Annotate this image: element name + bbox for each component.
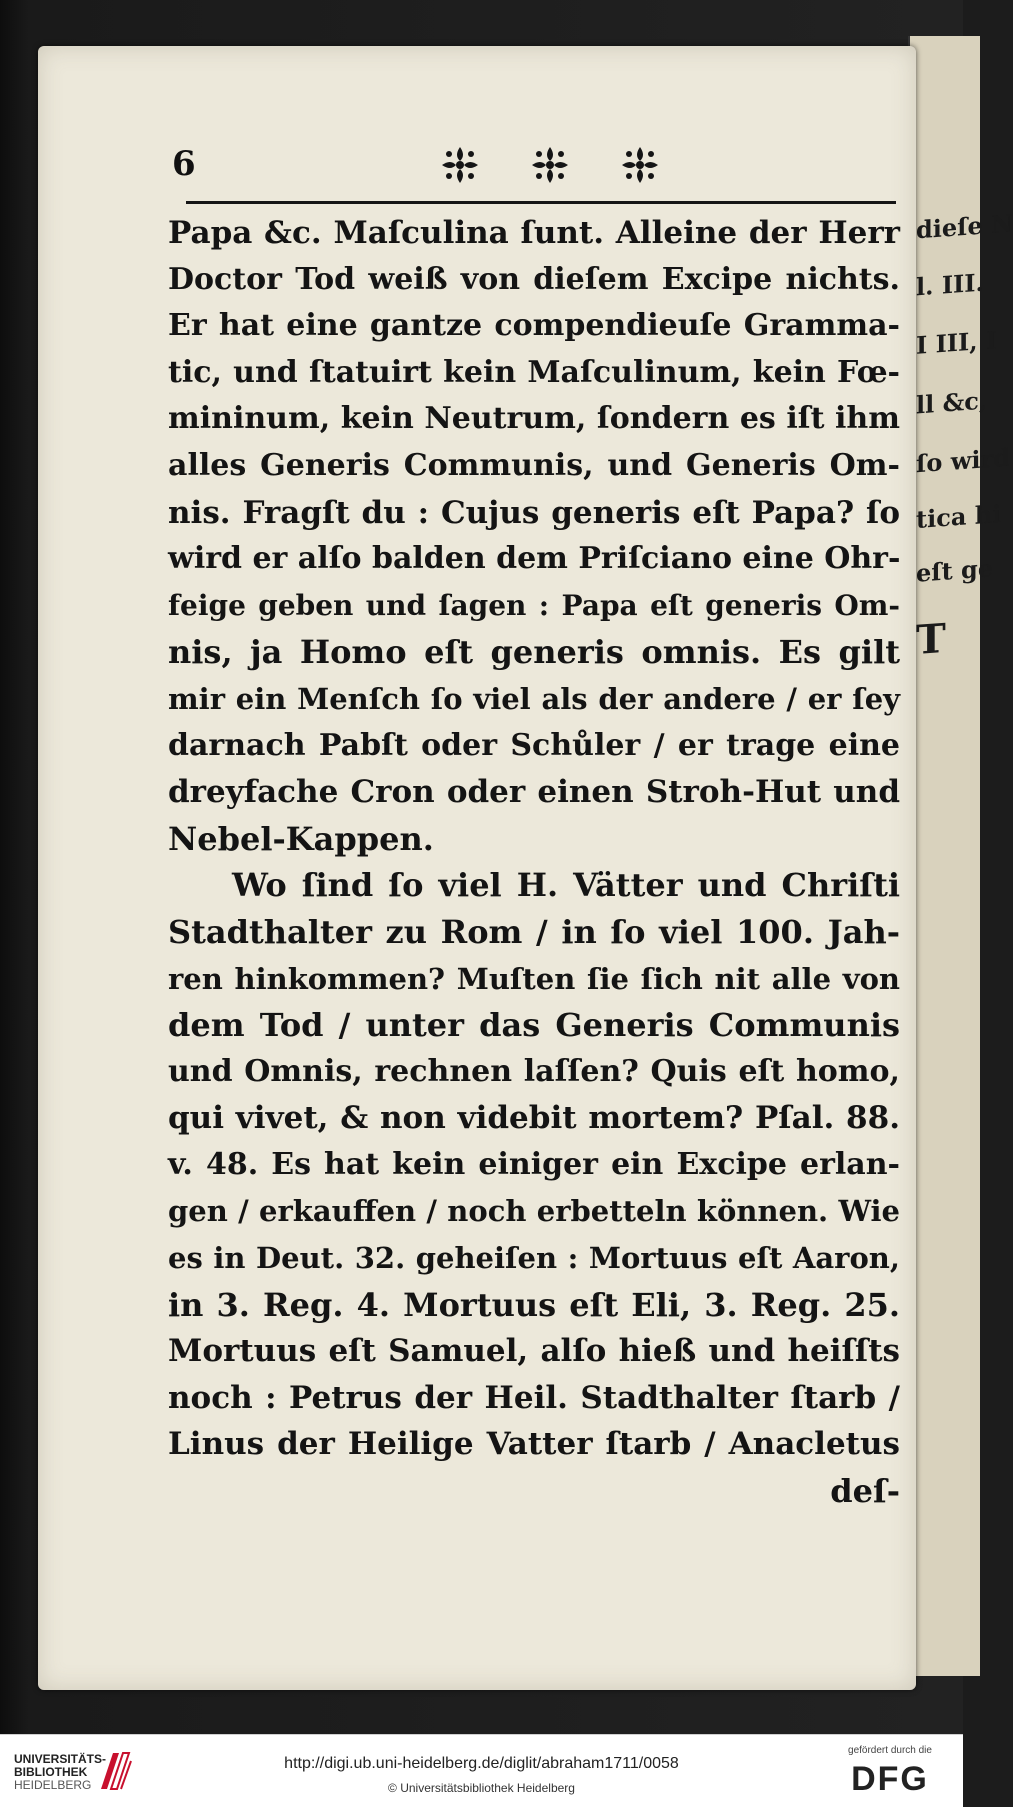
copyright-notice: © Universitätsbibliothek Heidelberg	[388, 1781, 575, 1795]
text-line: Wo ſind ſo viel H. Vätter und Chriſti	[232, 866, 900, 905]
text-line: feige geben und ſagen : Papa eſt generis Om-	[168, 588, 900, 622]
fleuron-icon	[440, 145, 480, 185]
text-line: wird er alſo balden dem Priſciano eine Ohr-	[168, 541, 901, 577]
text-line: v. 48. Es hat kein einiger ein Excipe erlan-	[168, 1146, 900, 1182]
text-line: Nebel-Kappen.	[168, 819, 434, 858]
text-line: Stadthalter zu Rom / in ſo viel 100. Jah-	[168, 912, 900, 951]
facing-page-fragment: tica hi	[916, 499, 1002, 534]
text-line: nis, ja Homo eſt generis omnis. Es gilt	[168, 633, 900, 672]
facing-page-fragment: dieſe N	[916, 208, 1013, 245]
text-line: Er hat eine gantze compendieuſe Gramma-	[168, 308, 900, 344]
text-line: es in Deut. 32. geheiſen : Mortuus eſt Aaron,	[168, 1241, 900, 1276]
text-line: tic, und ſtatuirt kein Maſculinum, kein Fœ-	[168, 354, 900, 390]
text-line: nis. Fragſt du : Cujus generis eſt Papa? ſo	[168, 494, 900, 531]
page-number: 6	[172, 144, 196, 184]
facing-page-fragment: ſo wird	[916, 442, 1010, 479]
page-text	[168, 210, 900, 1515]
text-line: alles Generis Communis, und Generis Om-	[168, 447, 900, 483]
university-name-line: UNIVERSITÄTS-	[14, 1752, 107, 1766]
text-line: Doctor Tod weiß von dieſem Excipe nichts.	[168, 261, 900, 297]
facing-page-fragment: l. III.	[916, 267, 984, 302]
text-line: mininum, kein Neutrum, ſondern es iſt ihm	[168, 401, 900, 437]
facing-page-fragment: I III, I	[916, 325, 998, 360]
text-line: gen / erkauffen / noch erbetteln können. Wie	[168, 1194, 900, 1229]
facing-page-fragment: T	[916, 614, 946, 665]
funded-by-label: gefördert durch die	[848, 1745, 932, 1756]
text-line: mir ein Menſch ſo viel als der andere / er ſey	[168, 681, 900, 716]
text-line: dreyfache Cron oder einen Stroh-Hut und	[168, 774, 900, 811]
page-header	[172, 140, 902, 200]
facing-page-edge	[908, 36, 1013, 1676]
header-rule	[186, 201, 896, 204]
facing-page-fragment: eſt ge	[916, 553, 994, 588]
text-line: Papa &c. Maſculina ſunt. Alleine der Herr	[168, 215, 900, 251]
text-line: qui vivet, & non videbit mortem? Pſal. 88.	[168, 1100, 900, 1137]
text-line: Mortuus eſt Samuel, alſo hieß und heiſſts	[168, 1333, 900, 1370]
university-name-line: HEIDELBERG	[14, 1778, 92, 1792]
dfg-logo[interactable]: DFG	[851, 1760, 929, 1798]
text-line: dem Tod / unter das Generis Communis	[168, 1006, 900, 1045]
permalink-url[interactable]: http://digi.ub.uni-heidelberg.de/diglit/abraham1711/0058	[284, 1755, 679, 1772]
text-line: und Omnis, rechnen laſſen? Quis eſt homo,	[168, 1053, 900, 1089]
text-line: in 3. Reg. 4. Mortuus eſt Eli, 3. Reg. 25.	[168, 1285, 900, 1324]
text-line: ren hinkommen? Muſten ſie ſich nit alle von	[168, 961, 900, 996]
fleuron-icon	[620, 145, 660, 185]
fleuron-icon	[530, 145, 570, 185]
ornament-row	[440, 140, 660, 190]
facing-page-fragment: ll &c,	[916, 385, 988, 420]
university-name-line: BIBLIOTHEK	[14, 1765, 88, 1779]
catchword: deſ-	[830, 1472, 900, 1511]
viewer-footer	[0, 1734, 963, 1807]
text-line: darnach Pabſt oder Schůler / er trage eine	[168, 727, 900, 763]
text-line: Linus der Heilige Vatter ſtarb / Anacletus	[168, 1426, 900, 1463]
text-line: noch : Petrus der Heil. Stadthalter ſtarb /	[168, 1379, 900, 1416]
